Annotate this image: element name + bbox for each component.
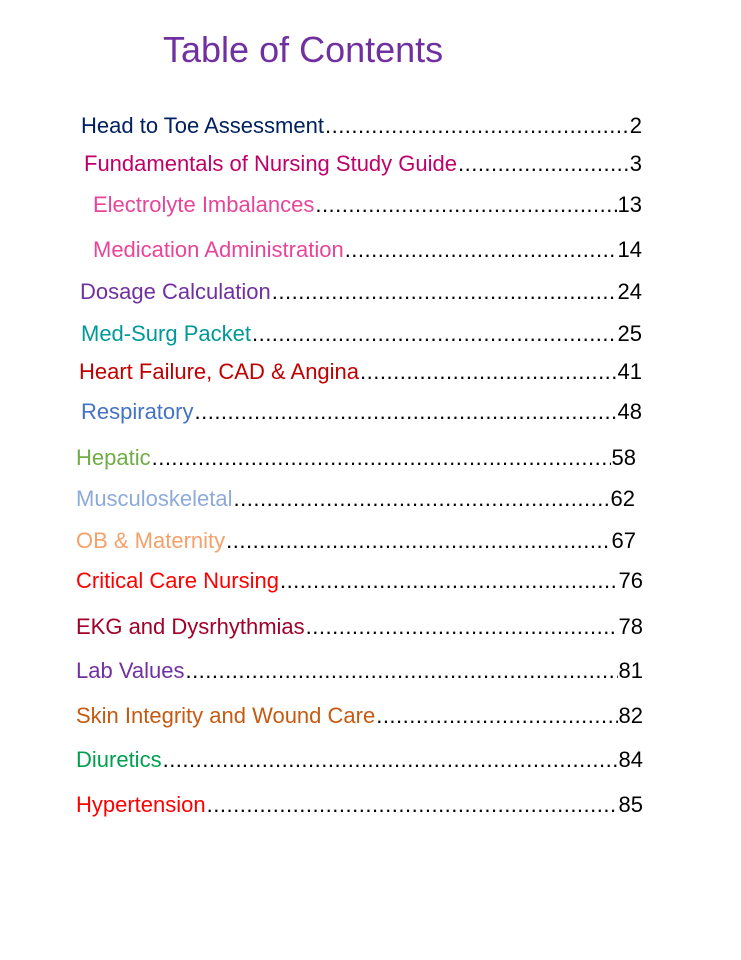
toc-page-number: 76 [618,568,643,593]
toc-entry [76,444,636,472]
toc-entry-label: Skin Integrity and Wound Care [76,703,376,728]
toc-entry-label: Respiratory [81,399,194,424]
toc-page-number: 13 [617,192,642,217]
toc-entry [81,398,642,426]
toc-page-number: 48 [617,399,642,424]
page-title: Table of Contents [163,29,444,70]
toc-entry-label: EKG and Dysrhythmias [76,614,305,639]
toc-leader-dots [252,320,617,348]
toc-entry-label: Dosage Calculation [80,279,271,304]
toc-entry [93,236,642,264]
toc-leader-dots [194,398,616,426]
toc-leader-dots [163,746,618,774]
toc-entry [76,746,643,774]
toc-entry [81,320,642,348]
toc-page-number: 82 [618,703,643,728]
toc-leader-dots [226,527,610,555]
toc-leader-dots [376,702,617,730]
toc-leader-dots [306,613,618,641]
toc-leader-dots [315,191,616,219]
toc-entry [76,567,643,595]
toc-entry-label: Electrolyte Imbalances [93,192,315,217]
toc-entry [76,657,643,685]
toc-leader-dots [272,278,617,306]
toc-leader-dots [234,485,610,513]
toc-entry [76,702,643,730]
toc-entry [81,112,642,140]
toc-entry-label: Fundamentals of Nursing Study Guide [84,151,457,176]
toc-entry [76,791,643,819]
toc-page-number: 14 [617,237,642,262]
toc-entry [84,150,642,178]
toc-page-number: 85 [618,792,643,817]
toc-entry-label: Lab Values [76,658,185,683]
toc-page-number: 81 [618,658,643,683]
toc-entry-label: OB & Maternity [76,528,226,553]
toc-page-number: 58 [611,445,636,470]
toc-entry [76,485,635,513]
toc-leader-dots [325,112,629,140]
toc-entry [80,278,642,306]
toc-page-number: 41 [617,359,642,384]
toc-page-number: 3 [629,151,642,176]
toc-entry-label: Med-Surg Packet [81,321,251,346]
toc-entry-label: Hypertension [76,792,206,817]
toc-entry-label: Head to Toe Assessment [81,113,324,138]
toc-page-number: 67 [611,528,636,553]
toc-page-number: 62 [610,486,635,511]
toc-page-number: 25 [617,321,642,346]
toc-page-number: 24 [617,279,642,304]
toc-entry-label: Musculoskeletal [76,486,233,511]
toc-entry [76,527,636,555]
toc-leader-dots [345,236,617,264]
toc-page-number: 2 [629,113,642,138]
toc-entry [93,191,642,219]
toc-entry [79,358,642,386]
toc-page-number: 78 [618,614,643,639]
toc-page-number: 84 [618,747,643,772]
toc-leader-dots [458,150,629,178]
toc-entry [76,613,643,641]
toc-leader-dots [207,791,618,819]
toc-leader-dots [152,444,611,472]
toc-entry-label: Critical Care Nursing [76,568,279,593]
toc-entry-label: Medication Administration [93,237,344,262]
toc-leader-dots [185,657,617,685]
toc-entry-label: Heart Failure, CAD & Angina [79,359,360,384]
toc-entry-label: Hepatic [76,445,151,470]
toc-leader-dots [280,567,618,595]
toc-entry-label: Diuretics [76,747,162,772]
toc-leader-dots [360,358,616,386]
